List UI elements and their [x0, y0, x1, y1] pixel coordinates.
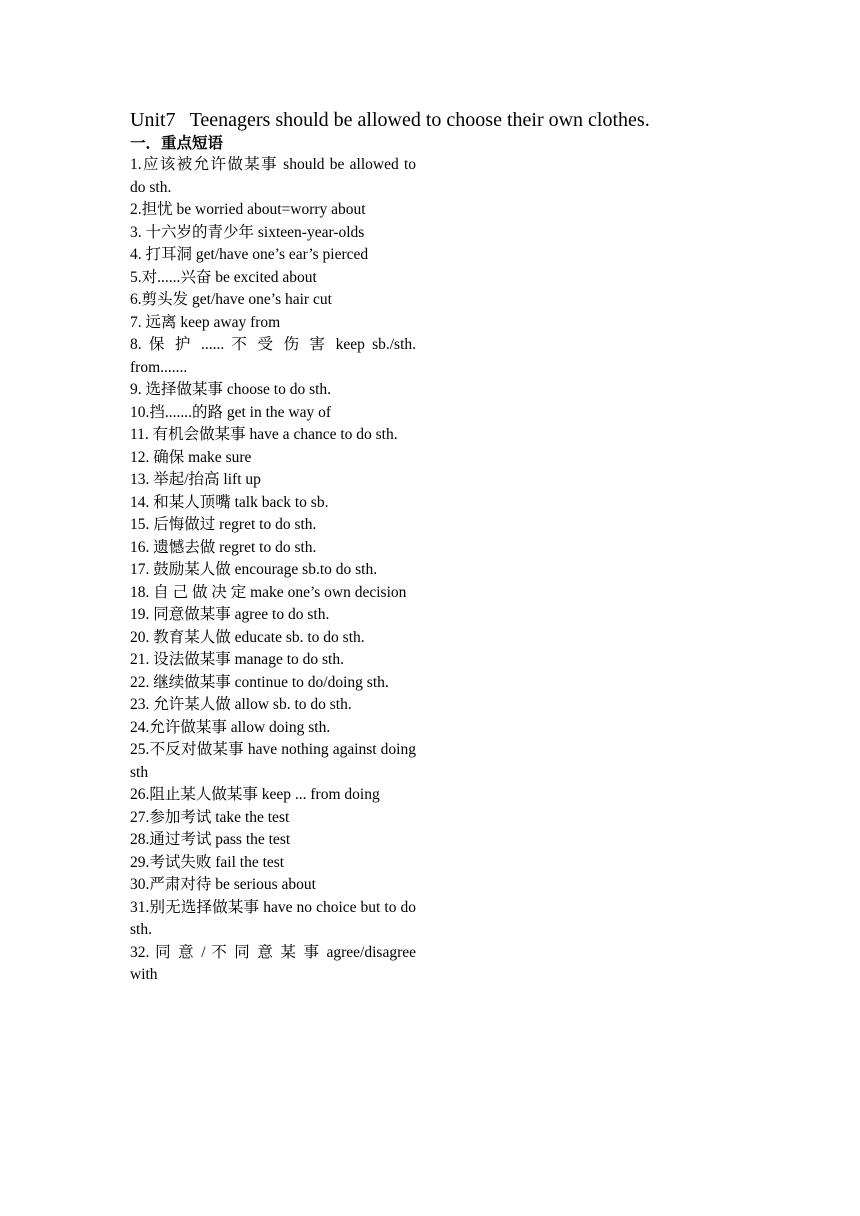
phrase-item: 8. 保 护 ...... 不 受 伤 害 keep sb./sth. from....... — [130, 336, 416, 376]
phrase-item: 1.应该被允许做某事 should be allowed to do sth. — [130, 156, 416, 196]
phrase-item: 9. 选择做某事 choose to do sth. — [130, 381, 332, 398]
phrase-item: 6.剪头发 get/have one’s hair cut — [130, 291, 332, 308]
phrase-item: 32. 同 意 / 不 同 意 某 事 agree/disagree with — [130, 943, 416, 983]
title-unit: Unit7 — [130, 109, 176, 131]
phrase-item: 21. 设法做某事 manage to do sth. — [130, 651, 344, 668]
phrase-item: 10.挡.......的路 get in the way of — [130, 403, 332, 421]
phrase-item: 16. 遗憾去做 regret to do sth. — [130, 538, 317, 556]
phrase-item: 12. 确保 make sure — [130, 448, 252, 466]
document-title — [130, 106, 650, 134]
phrase-item: 5.对......兴奋 be excited about — [130, 268, 317, 286]
phrase-item: 18. 自 己 做 决 定 make one’s own decision — [130, 583, 407, 601]
phrase-item: 15. 后悔做过 regret to do sth. — [130, 516, 317, 533]
phrase-list — [130, 154, 416, 987]
phrase-item: 27.参加考试 take the test — [130, 808, 290, 826]
phrase-item: 13. 举起/抬高 lift up — [130, 471, 261, 488]
phrase-item: 14. 和某人顶嘴 talk back to sb. — [130, 493, 329, 511]
phrase-item: 17. 鼓励某人做 encourage sb.to do sth. — [130, 561, 378, 578]
phrase-item: 11. 有机会做某事 have a chance to do sth. — [130, 426, 398, 443]
phrase-item: 20. 教育某人做 educate sb. to do sth. — [130, 628, 365, 646]
section-heading: 一．重点短语 — [130, 134, 224, 152]
phrase-item: 31.别无选择做某事 have no choice but to do sth. — [130, 898, 416, 938]
phrase-item: 7. 远离 keep away from — [130, 313, 281, 331]
phrase-item: 24.允许做某事 allow doing sth. — [130, 718, 331, 736]
phrase-item: 26.阻止某人做某事 keep ... from doing — [130, 786, 380, 803]
phrase-item: 30.严肃对待 be serious about — [130, 876, 316, 893]
phrase-item: 3. 十六岁的青少年 sixteen-year-olds — [130, 223, 365, 241]
phrase-item: 4. 打耳洞 get/have one’s ear’s pierced — [130, 246, 369, 263]
phrase-item: 19. 同意做某事 agree to do sth. — [130, 606, 330, 623]
phrase-item: 28.通过考试 pass the test — [130, 831, 291, 848]
phrase-item: 22. 继续做某事 continue to do/doing sth. — [130, 673, 389, 691]
phrase-item: 23. 允许某人做 allow sb. to do sth. — [130, 696, 352, 713]
phrase-item: 2.担忧 be worried about=worry about — [130, 201, 366, 218]
title-text: Teenagers should be allowed to choose their own clothes. — [189, 109, 650, 131]
phrase-item: 29.考试失败 fail the test — [130, 853, 285, 871]
phrase-item: 25.不反对做某事 have nothing against doing sth — [130, 741, 416, 781]
